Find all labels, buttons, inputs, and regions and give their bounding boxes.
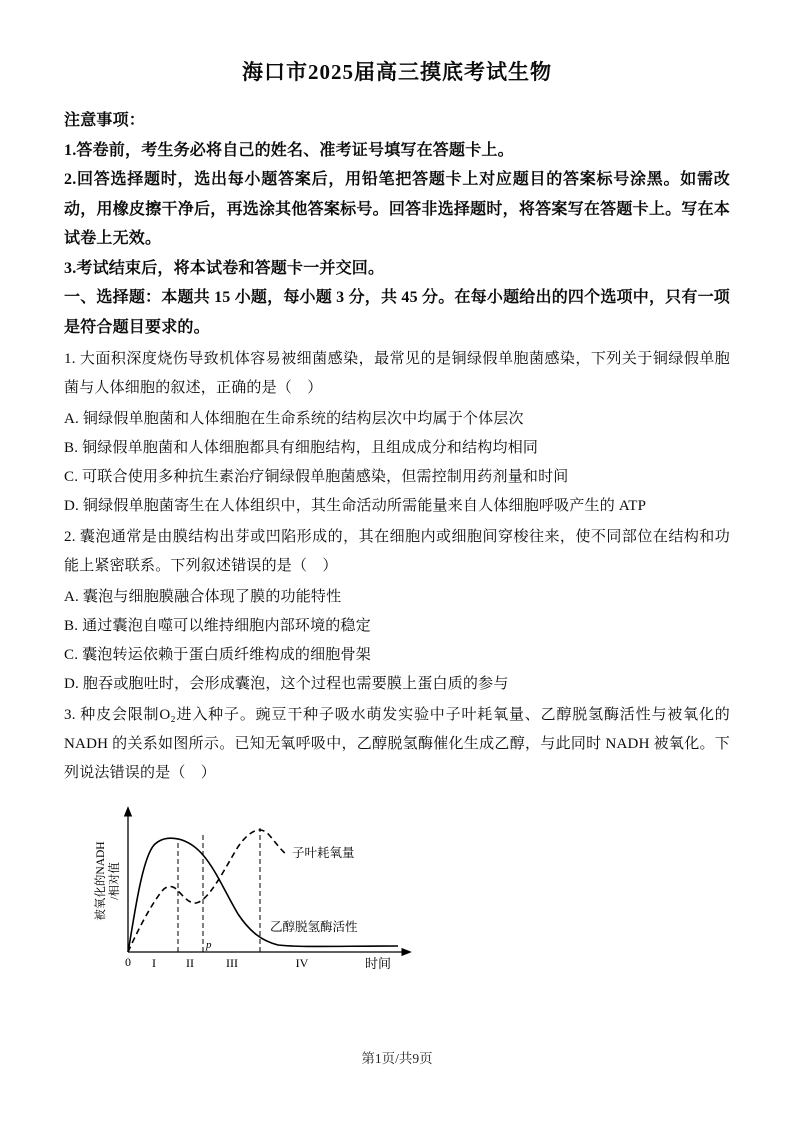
x-mark-origin: 0 xyxy=(125,955,131,969)
x-mark-phase-1: I xyxy=(152,956,156,970)
question-2-option-a: A. 囊泡与细胞膜融合体现了膜的功能特性 xyxy=(64,589,342,605)
point-p-label: p xyxy=(206,939,212,951)
y-axis-label-line2: /相对值 xyxy=(109,862,121,900)
x-axis-label: 时间 xyxy=(364,956,392,971)
x-mark-phase-2: II xyxy=(186,956,194,970)
question-2 xyxy=(64,523,730,699)
notice-heading: 注意事项： xyxy=(64,112,146,129)
question-1-option-d: D. 铜绿假单胞菌寄生在人体组织中，其生命活动所需能量来自人体细胞呼吸产生的 ATP xyxy=(64,498,647,514)
question-2-option-b: B. 通过囊泡自噬可以维持细胞内部环境的稳定 xyxy=(64,618,371,634)
x-mark-phase-4: IV xyxy=(295,956,309,970)
page-footer: 第1页/共9页 xyxy=(361,1051,433,1066)
page-title: 海口市2025届高三摸底考试生物 xyxy=(242,60,552,84)
question-1 xyxy=(64,345,730,521)
question-2-option-c: C. 囊泡转运依赖于蛋白质纤维构成的细胞骨架 xyxy=(64,647,371,663)
notice-section xyxy=(64,106,730,342)
notice-item-1: 1.答卷前，考生务必将自己的姓名、准考证号填写在答题卡上。 xyxy=(64,141,514,159)
question-1-stem: 1. 大面积深度烧伤导致机体容易被细菌感染，最常见的是铜绿假单胞菌感染，下列关于铜绿假单胞菌与人体细胞的叙述，正确的是（ ） xyxy=(64,351,730,396)
question-1-option-b: B. 铜绿假单胞菌和人体细胞都具有细胞结构，且组成成分和结构均相同 xyxy=(64,440,539,456)
question-2-stem: 2. 囊泡通常是由膜结构出芽或凹陷形成的，其在细胞内或细胞间穿梭往来，使不同部位在结构和功能上紧密联系。下列叙述错误的是（ ） xyxy=(64,529,730,574)
germination-chart xyxy=(90,794,440,990)
question-1-option-c: C. 可联合使用多种抗生素治疗铜绿假单胞菌感染，但需控制用药剂量和时间 xyxy=(64,469,569,485)
notice-item-3: 3.考试结束后，将本试卷和答题卡一并交回。 xyxy=(64,259,385,277)
series-label-adh-activity: 乙醇脱氢酶活性 xyxy=(270,920,358,934)
questions-section xyxy=(64,345,730,995)
section-heading: 一、选择题：本题共 15 小题，每小题 3 分，共 45 分。在每小题给出的四个选项中，只有一项是符合题目要求的。 xyxy=(64,289,730,336)
adh-activity-curve xyxy=(128,838,398,952)
notice-item-2: 2.回答选择题时，选出每小题答案后，用铅笔把答题卡上对应题目的答案标号涂黑。如需改动，用橡皮擦干净后，再选涂其他答案标号。回答非选择题时，将答案写在答题卡上。写在本试卷上无效。 xyxy=(64,171,730,247)
y-axis-label-line1: 被氧化的NADH xyxy=(95,841,107,921)
question-3-stem: 3. 种皮会限制O₂进入种子。豌豆干种子吸水萌发实验中子叶耗氧量、乙醇脱氢酶活性与被氧化的 NADH 的关系如图所示。已知无氧呼吸中，乙醇脱氢酶催化生成乙醇，与此同时 NADH 被氧化。下列说法错误的是（ ） xyxy=(64,707,730,781)
germination-figure xyxy=(90,794,730,995)
question-3 xyxy=(64,701,730,995)
question-1-option-a: A. 铜绿假单胞菌和人体细胞在生命系统的结构层次中均属于个体层次 xyxy=(64,411,524,427)
question-2-option-d: D. 胞吞或胞吐时，会形成囊泡，这个过程也需要膜上蛋白质的参与 xyxy=(64,676,509,692)
series-label-oxygen-consumption: 子叶耗氧量 xyxy=(292,846,355,860)
x-mark-phase-3: III xyxy=(226,956,238,970)
